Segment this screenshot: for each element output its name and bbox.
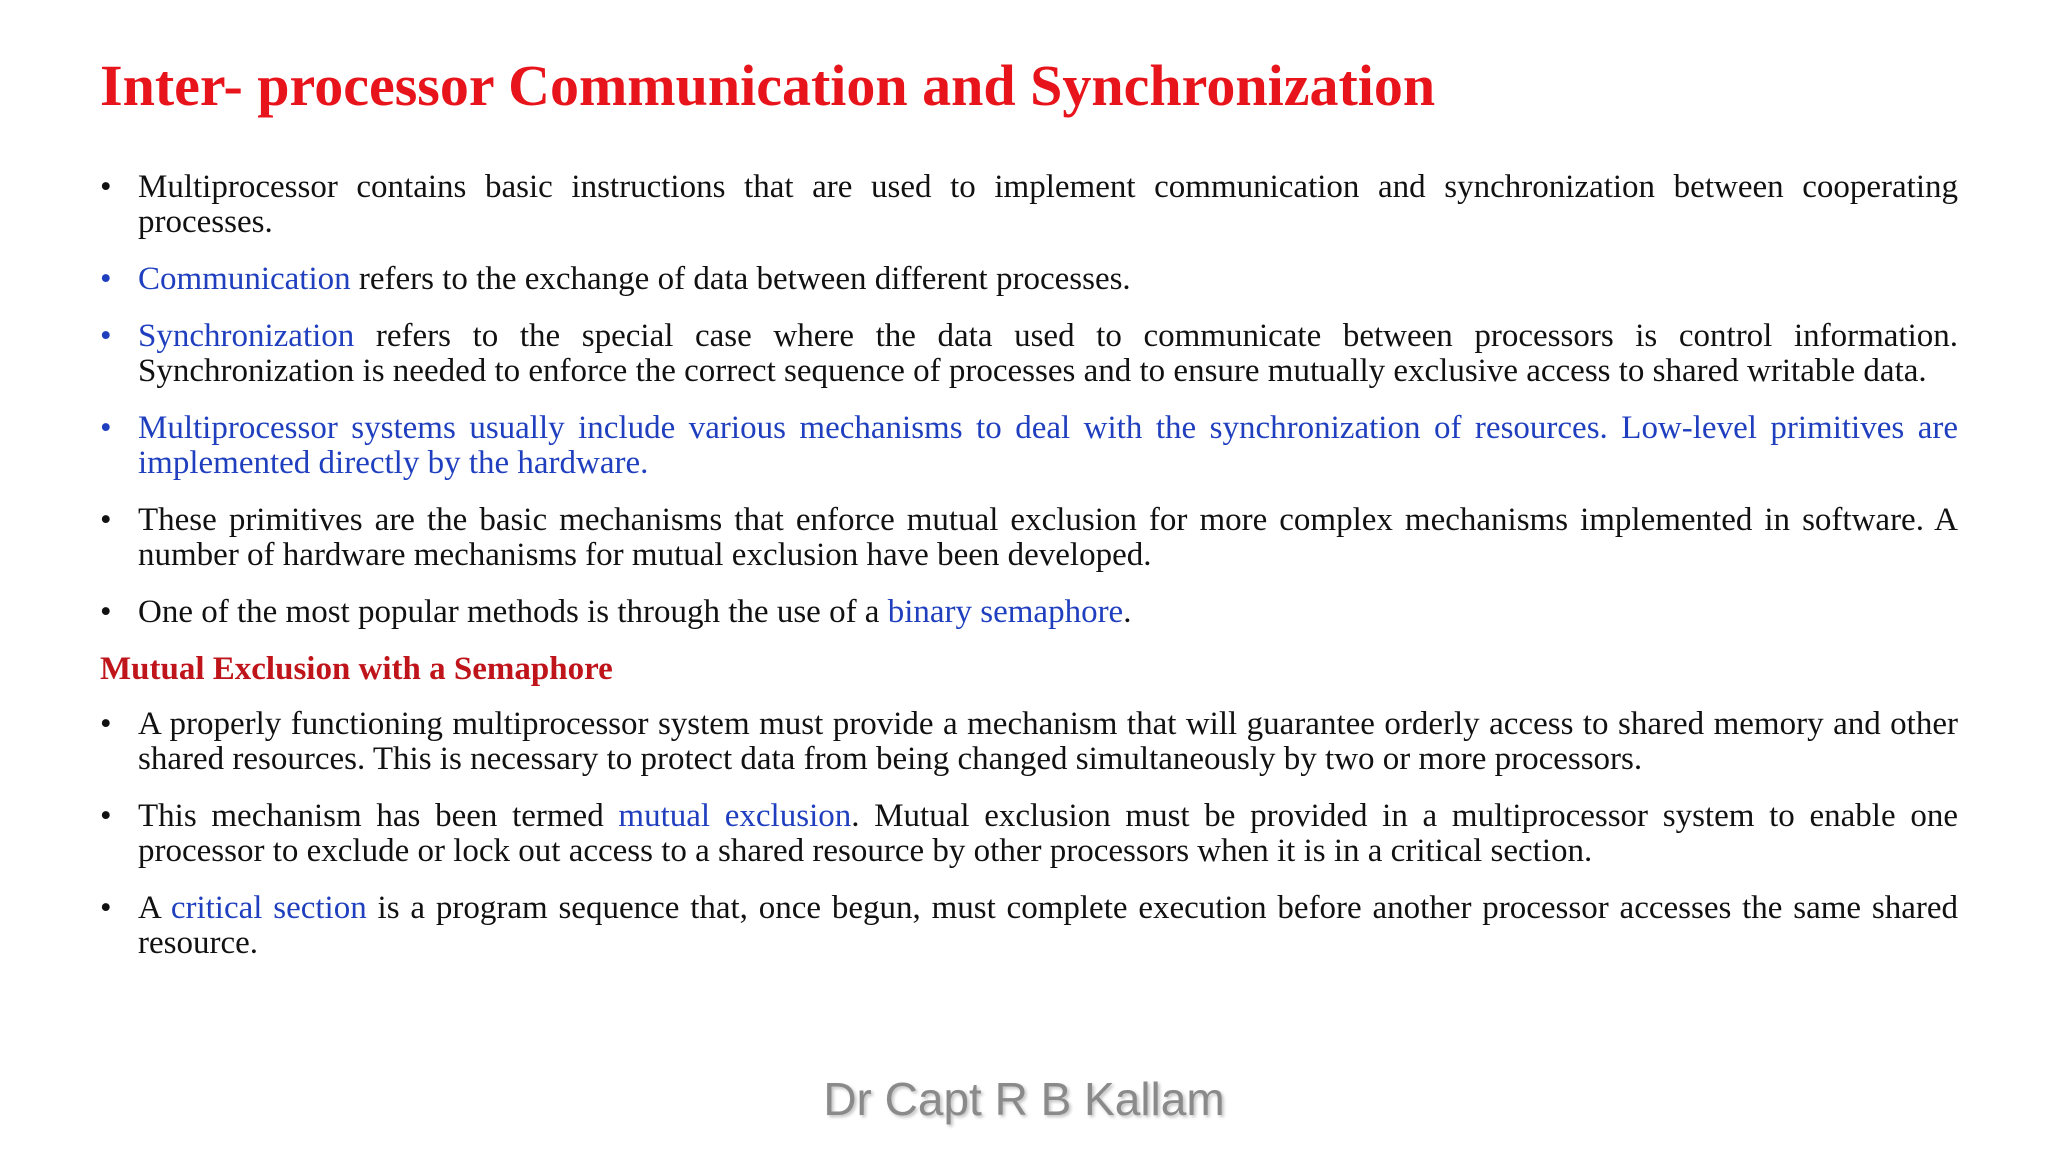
bullet-dot-icon: • xyxy=(100,890,112,926)
bullet-item xyxy=(100,170,1958,240)
highlight-term: critical section xyxy=(170,890,367,926)
bullet-text: refers to the exchange of data between different processes. xyxy=(350,261,1131,297)
bullet-item xyxy=(100,262,1958,297)
bullet-item xyxy=(100,799,1958,869)
bullet-dot-icon: • xyxy=(100,318,112,354)
highlight-term: Multiprocessor systems usually include various mechanisms to deal with the synchronization of resources. Low-level primitives are implemented directly by the hardware. xyxy=(138,410,1958,481)
bullet-item xyxy=(100,707,1958,777)
bullet-text: is a program sequence that, once begun, must complete execution before another processor accesses the same shared resource. xyxy=(138,890,1959,961)
slide-title: Inter- processor Communication and Synchronization xyxy=(100,53,1436,118)
highlight-term: binary semaphore xyxy=(887,594,1124,630)
bullet-item xyxy=(100,503,1958,573)
bullet-dot-icon: • xyxy=(100,410,112,446)
bullet-item xyxy=(100,319,1958,389)
bullet-dot-icon: • xyxy=(100,594,112,630)
bullet-dot-icon: • xyxy=(100,798,112,834)
bullet-text: These primitives are the basic mechanisms that enforce mutual exclusion for more complex mechanisms implemented in software. A number of hardware mechanisms for mutual exclusion have been developed. xyxy=(138,502,1958,573)
highlight-term: mutual exclusion xyxy=(618,798,852,834)
bullet-text: . xyxy=(1123,594,1132,630)
bullet-item xyxy=(100,595,1958,630)
bullet-text: A xyxy=(138,890,171,926)
bullet-text: . Mutual exclusion must be provided in a multiprocessor system to enable one processor to exclude or lock out access to a shared resource by other processors when it is in a critical section. xyxy=(138,798,1958,869)
footer-author: Dr Capt R B Kallam xyxy=(823,1073,1225,1125)
bullet-text: refers to the special case where the data used to communicate between processors is control information. Synchronization is needed to enforce the correct sequence of processes and to ensure mutually exclusive access to shared writable data. xyxy=(138,318,1958,389)
bullet-text: This mechanism has been termed xyxy=(138,798,619,834)
section-subheading: Mutual Exclusion with a Semaphore xyxy=(100,651,613,687)
bullet-dot-icon: • xyxy=(100,706,112,742)
bullet-list-top xyxy=(100,170,1958,630)
bullet-dot-icon: • xyxy=(100,261,112,297)
bullet-item xyxy=(100,891,1958,961)
highlight-term: Communication xyxy=(138,261,351,297)
highlight-term: Synchronization xyxy=(138,318,355,354)
bullet-dot-icon: • xyxy=(100,502,112,538)
bullet-text: Multiprocessor contains basic instructions that are used to implement communication and synchronization between cooperating processes. xyxy=(138,169,1958,240)
slide-content xyxy=(100,170,1958,983)
bullet-text: A properly functioning multiprocessor system must provide a mechanism that will guarantee orderly access to shared memory and other shared resources. This is necessary to protect data from being changed simultaneously by two or more processors. xyxy=(138,706,1958,777)
bullet-item xyxy=(100,411,1958,481)
bullet-list-bottom xyxy=(100,707,1958,961)
bullet-text: One of the most popular methods is through the use of a xyxy=(138,594,888,630)
bullet-dot-icon: • xyxy=(100,169,112,205)
